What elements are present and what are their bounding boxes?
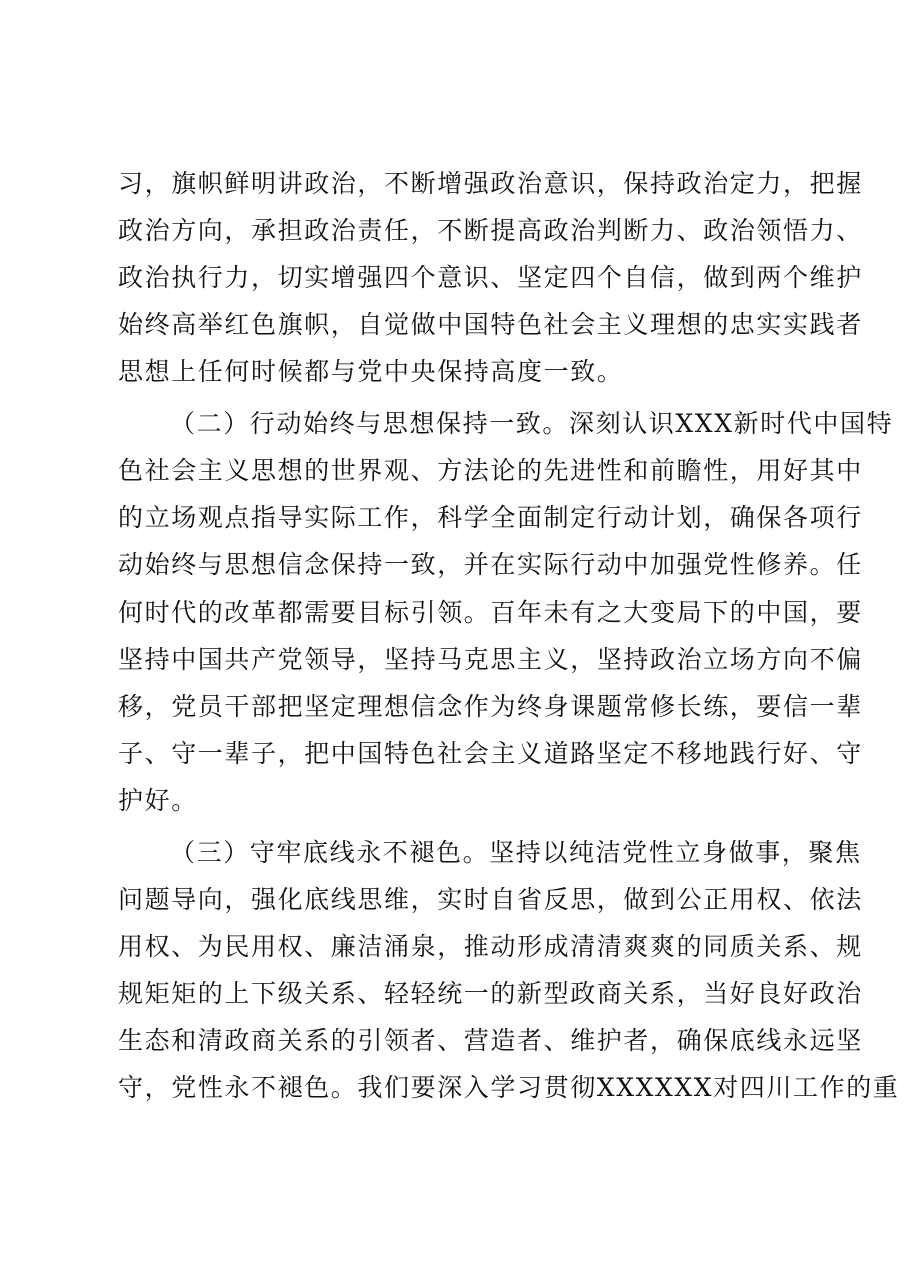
paragraph-line: 守，党性永不褪色。我们要深入学习贯彻XXXXXX对四川工作的重 — [118, 1073, 900, 1102]
paragraph-line: 坚持中国共产党领导，坚持马克思主义，坚持政治立场方向不偏 — [118, 645, 863, 674]
paragraph-line: 的立场观点指导实际工作，科学全面制定行动计划，确保各项行 — [118, 503, 863, 532]
paragraph-line: 何时代的改革都需要目标引领。百年未有之大变局下的中国，要 — [118, 598, 863, 627]
section-heading-line: （二）行动始终与思想保持一致。深刻认识XXX新时代中国特 — [170, 409, 894, 438]
paragraph-line: 思想上任何时候都与党中央保持高度一致。 — [118, 357, 624, 386]
paragraph-line: 子、守一辈子，把中国特色社会主义道路坚定不移地践行好、守 — [118, 739, 863, 768]
paragraph-line: 生态和清政商关系的引领者、营造者、维护者，确保底线永远坚 — [118, 1026, 863, 1055]
paragraph-line: 始终高举红色旗帜，自觉做中国特色社会主义理想的忠实实践者 — [118, 310, 863, 339]
paragraph-line: 用权、为民用权、廉洁涌泉，推动形成清清爽爽的同质关系、规 — [118, 932, 863, 961]
paragraph-line: 动始终与思想信念保持一致，并在实际行动中加强党性修养。任 — [118, 550, 863, 579]
paragraph-line: 规矩矩的上下级关系、轻轻统一的新型政商关系，当好良好政治 — [118, 979, 863, 1008]
paragraph-line: 政治执行力，切实增强四个意识、坚定四个自信，做到两个维护 — [118, 263, 863, 292]
paragraph-line: 问题导向，强化底线思维，实时自省反思，做到公正用权、依法 — [118, 885, 863, 914]
paragraph-line: 政治方向，承担政治责任，不断提高政治判断力、政治领悟力、 — [118, 216, 863, 245]
paragraph-line: 移，党员干部把坚定理想信念作为终身课题常修长练，要信一辈 — [118, 692, 863, 721]
paragraph-line: 护好。 — [118, 786, 198, 815]
paragraph-line: 习，旗帜鲜明讲政治，不断增强政治意识，保持政治定力，把握 — [118, 169, 863, 198]
paragraph-line: 色社会主义思想的世界观、方法论的先进性和前瞻性，用好其中 — [118, 456, 863, 485]
section-heading-line: （三）守牢底线永不褪色。坚持以纯洁党性立身做事，聚焦 — [170, 838, 862, 867]
